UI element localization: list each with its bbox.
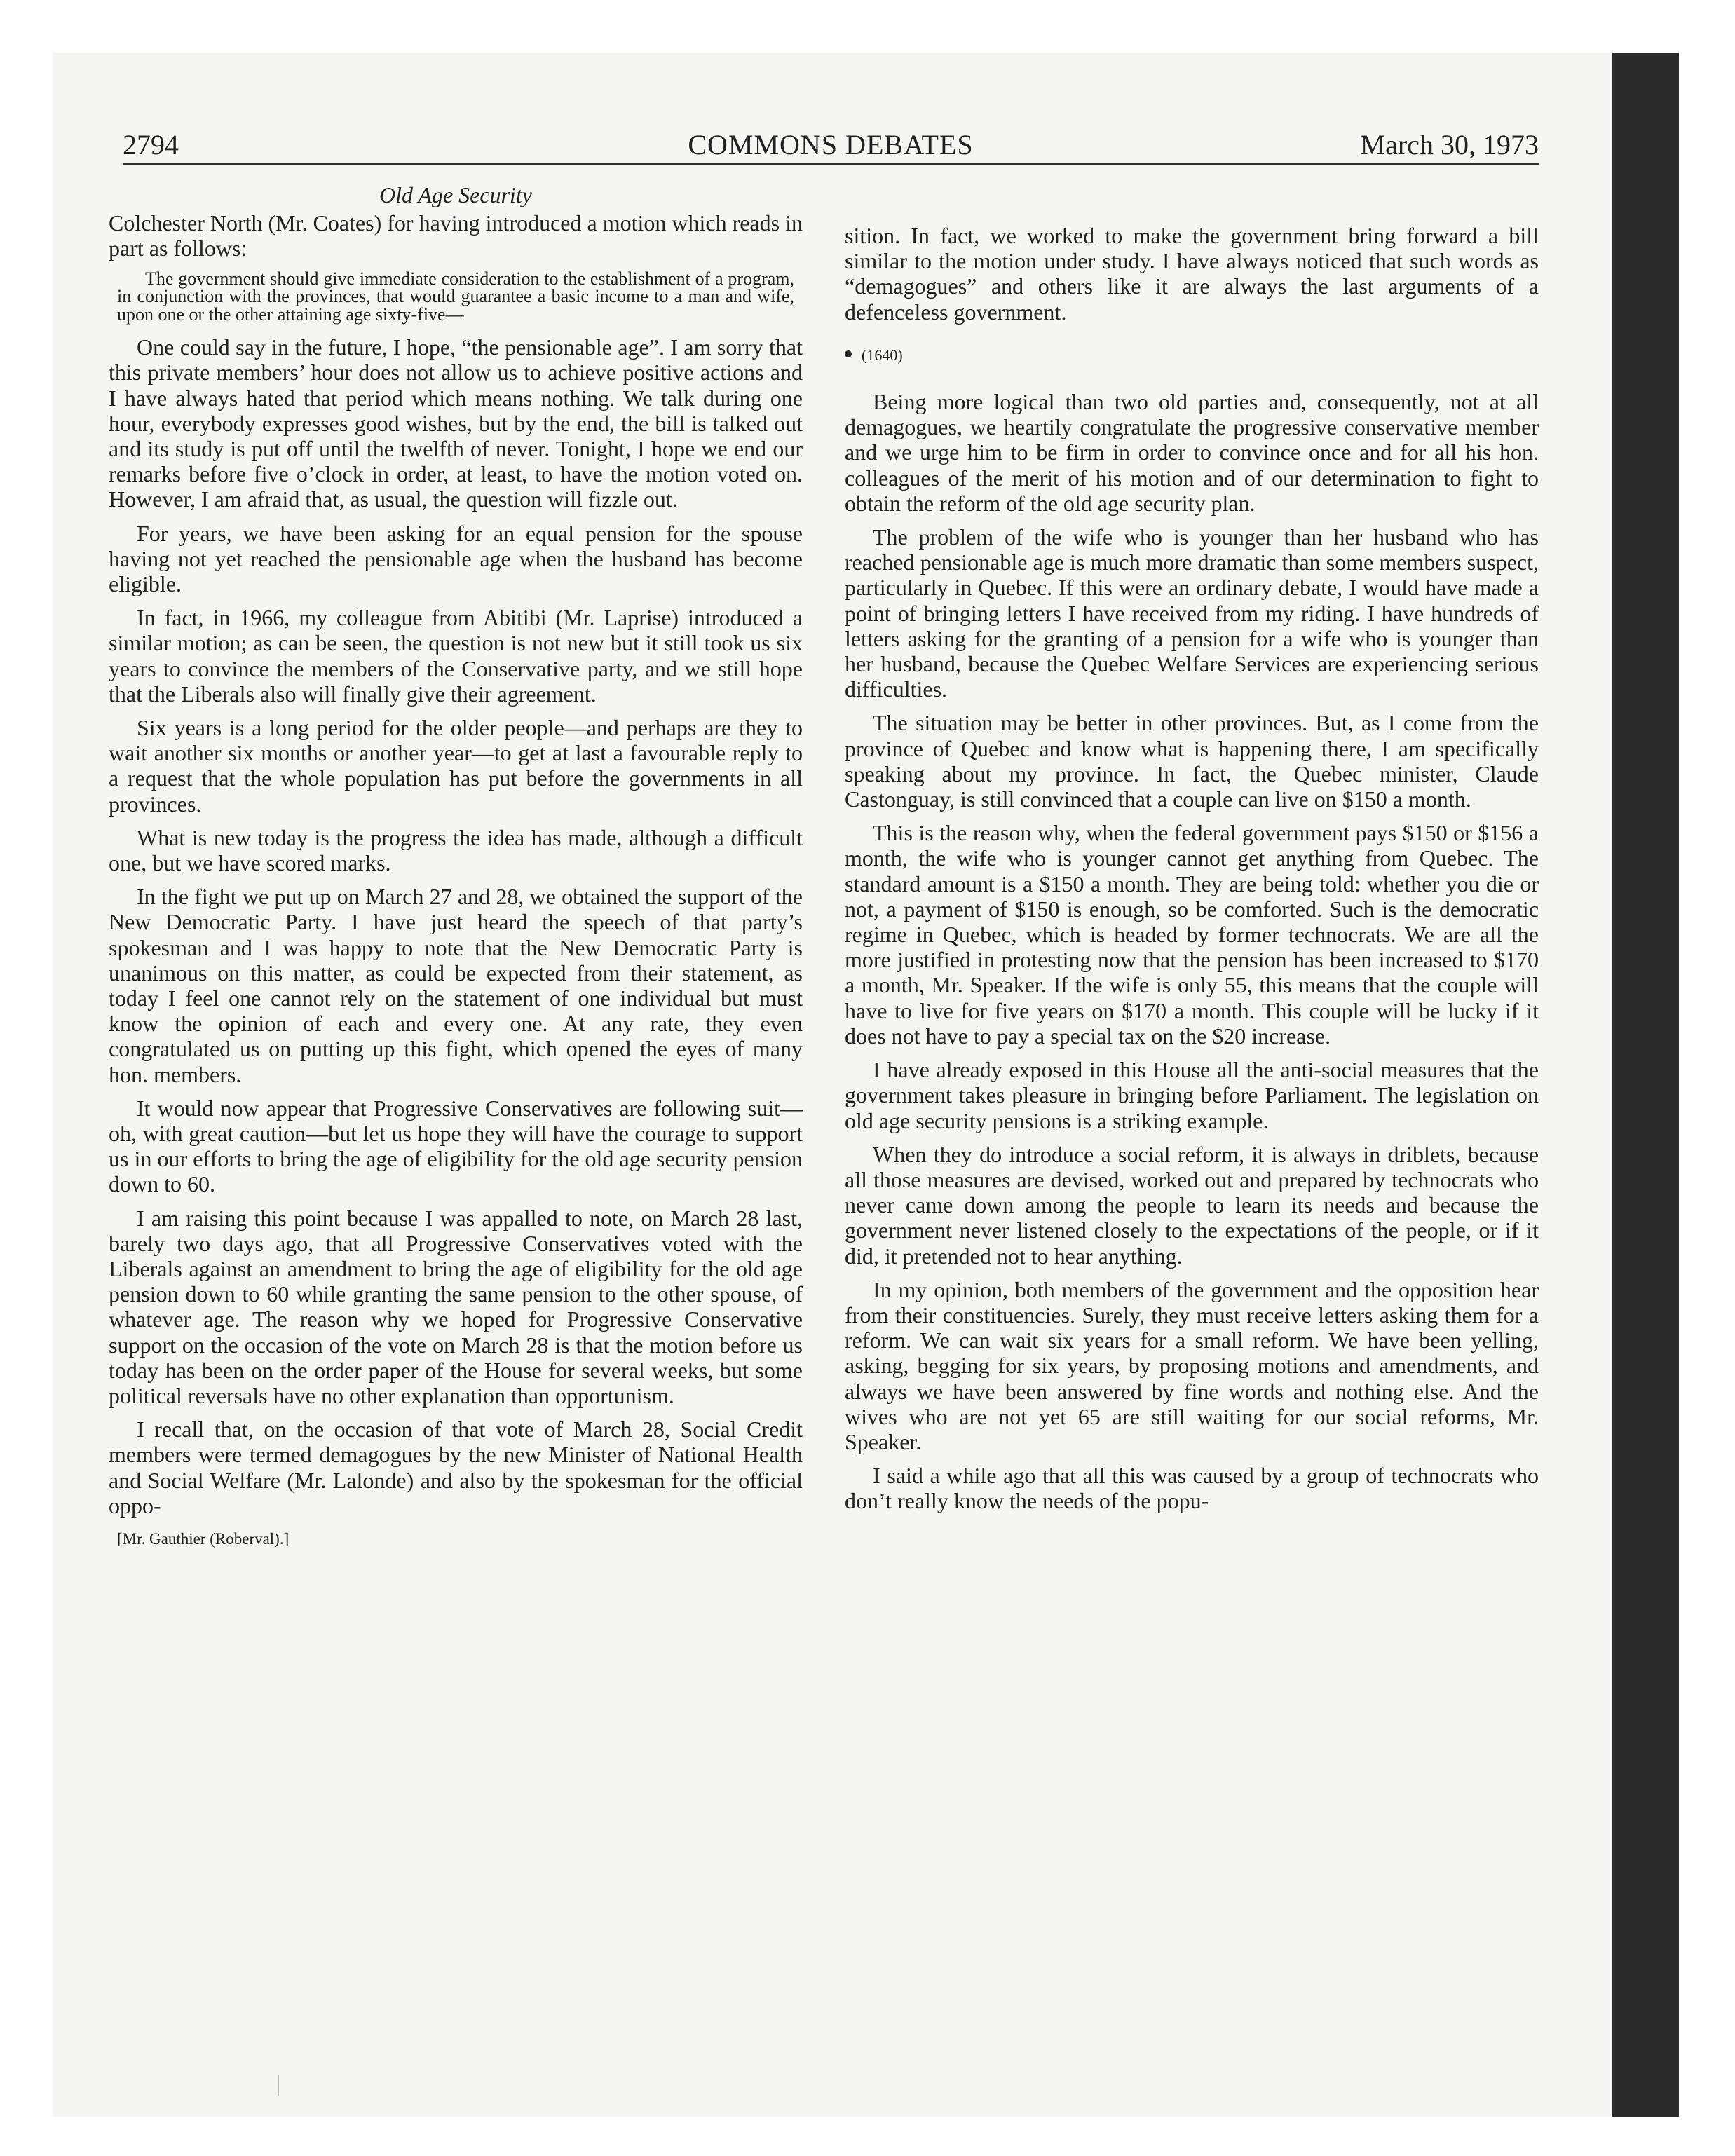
publication-date: March 30, 1973 xyxy=(1360,129,1539,161)
paragraph: The problem of the wife who is younger than her husband who has reached pensionable age is much more dramatic than some members suspect, particularly in Quebec. If this were an ordinary debate, I would have made a point of bringing letters I have received from my riding. I have hundreds of letters asking for the granting of a pension for a wife who is younger than her husband, because the Quebec Welfare Services are experiencing serious difficulties. xyxy=(845,524,1539,702)
scan-edge-shadow xyxy=(1612,53,1679,2117)
paragraph: What is new today is the progress the idea has made, although a difficult one, but we have scored marks. xyxy=(109,824,803,875)
paragraph: I have already exposed in this House all the anti-social measures that the government takes pleasure in bringing before Parliament. The legislation on old age security pensions is a striking example. xyxy=(845,1057,1539,1133)
paragraph: It would now appear that Progressive Conservatives are following suit—oh, with great caution—but let us hope they will have the courage to support us in our efforts to bring the age of eligibility for the old age security pension down to 60. xyxy=(109,1095,803,1197)
right-column xyxy=(845,223,1539,1522)
paragraph: This is the reason why, when the federal government pays $150 or $156 a month, the wife who is younger cannot get anything from Quebec. The standard amount is a $150 a month. They are being told: whether you die or not, a payment of $150 is enough, so be comforted. Such is the democratic regime in Quebec, which is headed by former technocrats. We are all the more justified in protesting now that the pension has been increased to $170 a month, Mr. Speaker. If the wife is only 55, this means that the couple will have to live for five years on $170 a month. This couple will be lucky if it does not have to pay a special tax on the $20 increase. xyxy=(845,820,1539,1049)
left-column xyxy=(109,182,803,1552)
paragraph: When they do introduce a social reform, it is always in driblets, because all those measures are devised, worked out and prepared by technocrats who never came down among the people to learn its needs and because the government never listened closely to the expectations of the people, or if it did, it pretended not to hear anything. xyxy=(845,1141,1539,1269)
page-header xyxy=(123,126,1539,165)
paragraph: In the fight we put up on March 27 and 28, we obtained the support of the New Democratic Party. I have just heard the speech of that party’s spokesman and I was happy to note that the New Democratic Party is unanimous on this matter, as could be expected from their statement, as today I feel one cannot rely on the statement of one individual but must know the opinion of each and every one. At any rate, they even congratulated us on putting up this fight, which opened the eyes of many hon. members. xyxy=(109,884,803,1087)
paragraph: For years, we have been asking for an equal pension for the spouse having not yet reached the pensionable age when the husband has become eligible. xyxy=(109,520,803,596)
paragraph: Six years is a long period for the older people—and perhaps are they to wait another six months or another year—to get at last a favourable reply to a request that the whole population has put before the governments in all provinces. xyxy=(109,714,803,817)
bullet-icon xyxy=(845,350,852,357)
paragraph: Colchester North (Mr. Coates) for having introduced a motion which reads in part as follows: xyxy=(109,210,803,261)
paragraph: The situation may be better in other provinces. But, as I come from the province of Quebec and know what is happening there, I am specifically speaking about my province. In fact, the Quebec minister, Claude Castonguay, is still convinced that a couple can live on $150 a month. xyxy=(845,710,1539,812)
scan-mark xyxy=(278,2075,279,2096)
paragraph: In my opinion, both members of the government and the opposition hear from their constituencies. Surely, they must receive letters asking them for a reform. We can wait six years for a small reform. We have been yelling, asking, begging for six years, by proposing motions and amendments, and always we have been answered by fine words and nothing else. And the wives who are not yet 65 are still waiting for our social reforms, Mr. Speaker. xyxy=(845,1276,1539,1454)
paragraph: Being more logical than two old parties and, consequently, not at all demagogues, we heartily congratulate the progressive conservative member and we urge him to be firm in order to convince once and for all his hon. colleagues of the merit of his motion and of our determination to fight to obtain the reform of the old age security plan. xyxy=(845,389,1539,516)
quoted-motion: The government should give immediate consideration to the establishment of a program, in conjunction with the provinces, that would guarantee a basic income to a man and wife, upon one or the other attaining age sixty-five— xyxy=(117,268,794,325)
paragraph: One could say in the future, I hope, “the pensionable age”. I am sorry that this private members’ hour does not allow us to achieve positive actions and I have always hated that period which means nothing. We talk during one hour, everybody expresses good wishes, but by the end, the bill is talked out and its study is put off until the twelfth of never. Tonight, I hope we end our remarks before five o’clock in order, at least, to have the motion voted on. However, I am afraid that, as usual, the question will fizzle out. xyxy=(109,334,803,512)
paragraph: sition. In fact, we worked to make the government bring forward a bill similar to the motion under study. I have always noticed that such words as “demagogues” and others like it are always the last arguments of a defenceless government. xyxy=(845,223,1539,325)
paragraph: I said a while ago that all this was caused by a group of technocrats who don’t really know the needs of the popu- xyxy=(845,1463,1539,1514)
publication-title: COMMONS DEBATES xyxy=(688,129,974,161)
section-subheading: Old Age Security xyxy=(379,182,532,207)
timestamp xyxy=(845,343,1539,368)
timestamp-text: (1640) xyxy=(862,346,903,364)
page-number: 2794 xyxy=(123,129,179,161)
paragraph: In fact, in 1966, my colleague from Abitibi (Mr. Laprise) introduced a similar motion; as can be seen, the question is not new but it still took us six years to convince the members of the Conservative party, and we still hope that the Liberals also will finally give their agreement. xyxy=(109,605,803,707)
speaker-note: [Mr. Gauthier (Roberval).] xyxy=(117,1530,290,1548)
paragraph: I am raising this point because I was appalled to note, on March 28 last, barely two days ago, that all Progressive Conservatives voted with the Liberals against an amendment to bring the age of eligibility for the old age pension down to 60 while granting the same pension to the other spouse, of whatever age. The reason why we hoped for Progressive Conservative support on the occasion of the vote on March 28 is that the motion before us today has been on the order paper of the House for several weeks, but some political reversals have no other explanation than opportunism. xyxy=(109,1205,803,1409)
paragraph: I recall that, on the occasion of that vote of March 28, Social Credit members were termed demagogues by the new Minister of National Health and Social Welfare (Mr. Lalonde) and also by the spokesman for the official oppo- xyxy=(109,1417,803,1518)
